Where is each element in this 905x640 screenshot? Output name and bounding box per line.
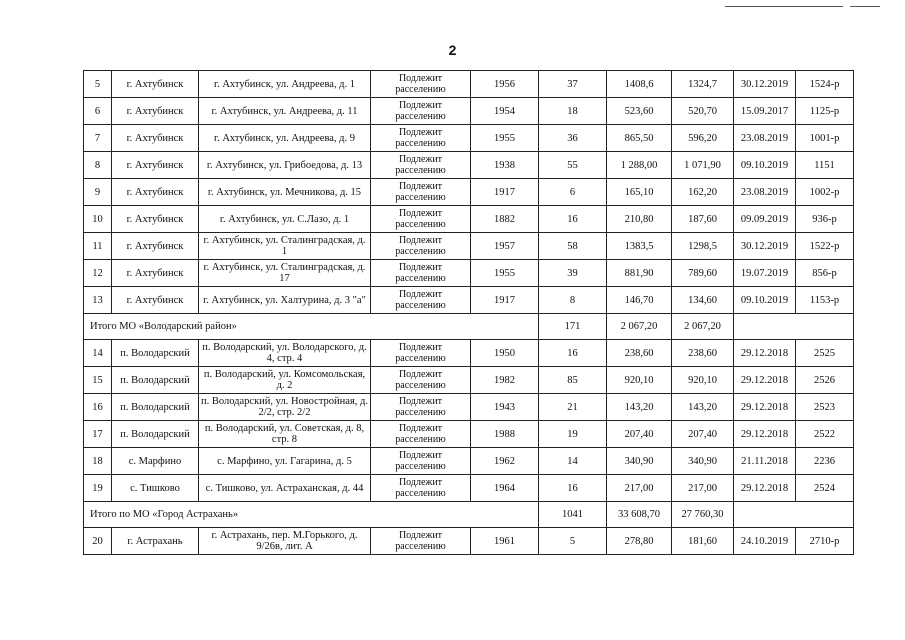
cell-living-area: 187,60 xyxy=(672,206,734,233)
cell-number: 20 xyxy=(84,528,112,555)
cell-year: 1938 xyxy=(471,152,539,179)
cell-residents: 36 xyxy=(539,125,607,152)
cell-status: Подлежит расселению xyxy=(371,206,471,233)
table-row xyxy=(84,152,854,179)
cell-number: 8 xyxy=(84,152,112,179)
cell-number: 19 xyxy=(84,475,112,502)
cell-settlement: г. Ахтубинск xyxy=(112,260,199,287)
cell-status: Подлежит расселению xyxy=(371,152,471,179)
cell-year: 1964 xyxy=(471,475,539,502)
cell-total-area: 920,10 xyxy=(607,367,672,394)
cell-total-area: 238,60 xyxy=(607,340,672,367)
cell-year: 1962 xyxy=(471,448,539,475)
cell-address: г. Астрахань, пер. М.Горького, д. 9/26в, лит. А xyxy=(199,528,371,555)
cell-document-number: 2523 xyxy=(796,394,854,421)
cell-date: 21.11.2018 xyxy=(734,448,796,475)
cell-address: г. Ахтубинск, ул. Андреева, д. 9 xyxy=(199,125,371,152)
table-row xyxy=(84,367,854,394)
cell-year: 1954 xyxy=(471,98,539,125)
cell-date: 09.10.2019 xyxy=(734,152,796,179)
cell-living-area: 520,70 xyxy=(672,98,734,125)
table-row xyxy=(84,448,854,475)
cell-living-area: 207,40 xyxy=(672,421,734,448)
cell-residents: 8 xyxy=(539,287,607,314)
cell-status: Подлежит расселению xyxy=(371,340,471,367)
cell-address: п. Володарский, ул. Комсомольская, д. 2 xyxy=(199,367,371,394)
cell-number: 17 xyxy=(84,421,112,448)
total-empty-cell xyxy=(734,314,854,340)
cell-document-number: 856-р xyxy=(796,260,854,287)
cell-year: 1943 xyxy=(471,394,539,421)
cell-status: Подлежит расселению xyxy=(371,233,471,260)
cell-status: Подлежит расселению xyxy=(371,260,471,287)
cell-living-area: 181,60 xyxy=(672,528,734,555)
cell-date: 29.12.2018 xyxy=(734,421,796,448)
table-row xyxy=(84,421,854,448)
cell-total-area: 523,60 xyxy=(607,98,672,125)
cell-total-area: 143,20 xyxy=(607,394,672,421)
cell-document-number: 2524 xyxy=(796,475,854,502)
cell-number: 10 xyxy=(84,206,112,233)
cell-year: 1882 xyxy=(471,206,539,233)
cell-number: 15 xyxy=(84,367,112,394)
cell-address: с. Тишково, ул. Астраханская, д. 44 xyxy=(199,475,371,502)
cell-document-number: 2710-р xyxy=(796,528,854,555)
cell-total-area: 165,10 xyxy=(607,179,672,206)
cell-status: Подлежит расселению xyxy=(371,475,471,502)
cell-living-area: 596,20 xyxy=(672,125,734,152)
cell-living-area: 217,00 xyxy=(672,475,734,502)
cell-total-area: 1 288,00 xyxy=(607,152,672,179)
cell-date: 23.08.2019 xyxy=(734,125,796,152)
cell-residents: 39 xyxy=(539,260,607,287)
cell-number: 7 xyxy=(84,125,112,152)
table-row xyxy=(84,287,854,314)
header-rule-long xyxy=(725,6,843,7)
cell-living-area: 920,10 xyxy=(672,367,734,394)
cell-residents: 16 xyxy=(539,340,607,367)
cell-status: Подлежит расселению xyxy=(371,287,471,314)
cell-settlement: г. Ахтубинск xyxy=(112,287,199,314)
cell-date: 30.12.2019 xyxy=(734,71,796,98)
table-row xyxy=(84,475,854,502)
cell-settlement: г. Ахтубинск xyxy=(112,152,199,179)
cell-settlement: г. Ахтубинск xyxy=(112,98,199,125)
table-row xyxy=(84,394,854,421)
cell-document-number: 1522-р xyxy=(796,233,854,260)
cell-address: г. Ахтубинск, ул. Сталинградская, д. 1 xyxy=(199,233,371,260)
cell-total-area: 881,90 xyxy=(607,260,672,287)
cell-year: 1957 xyxy=(471,233,539,260)
cell-total-area: 146,70 xyxy=(607,287,672,314)
cell-settlement: г. Астрахань xyxy=(112,528,199,555)
table-row xyxy=(84,340,854,367)
cell-year: 1917 xyxy=(471,287,539,314)
page-number: 2 xyxy=(448,42,457,58)
table-row xyxy=(84,179,854,206)
cell-date: 29.12.2018 xyxy=(734,340,796,367)
total-residents: 1041 xyxy=(539,502,607,528)
cell-year: 1982 xyxy=(471,367,539,394)
cell-residents: 16 xyxy=(539,206,607,233)
cell-total-area: 1408,6 xyxy=(607,71,672,98)
cell-residents: 21 xyxy=(539,394,607,421)
cell-residents: 16 xyxy=(539,475,607,502)
table-row xyxy=(84,71,854,98)
cell-settlement: п. Володарский xyxy=(112,340,199,367)
cell-number: 13 xyxy=(84,287,112,314)
cell-status: Подлежит расселению xyxy=(371,179,471,206)
cell-address: г. Ахтубинск, ул. Сталинградская, д. 17 xyxy=(199,260,371,287)
cell-address: г. Ахтубинск, ул. Андреева, д. 11 xyxy=(199,98,371,125)
cell-status: Подлежит расселению xyxy=(371,448,471,475)
table-row xyxy=(84,260,854,287)
cell-year: 1961 xyxy=(471,528,539,555)
cell-address: г. Ахтубинск, ул. Андреева, д. 1 xyxy=(199,71,371,98)
cell-document-number: 1524-р xyxy=(796,71,854,98)
cell-residents: 85 xyxy=(539,367,607,394)
cell-total-area: 210,80 xyxy=(607,206,672,233)
cell-document-number: 2236 xyxy=(796,448,854,475)
cell-total-area: 865,50 xyxy=(607,125,672,152)
cell-residents: 6 xyxy=(539,179,607,206)
cell-address: п. Володарский, ул. Володарского, д. 4, стр. 4 xyxy=(199,340,371,367)
cell-document-number: 2522 xyxy=(796,421,854,448)
cell-year: 1955 xyxy=(471,260,539,287)
cell-status: Подлежит расселению xyxy=(371,71,471,98)
cell-total-area: 1383,5 xyxy=(607,233,672,260)
cell-address: п. Володарский, ул. Советская, д. 8, стр. 8 xyxy=(199,421,371,448)
total-area: 33 608,70 xyxy=(607,502,672,528)
table-row xyxy=(84,528,854,555)
cell-number: 6 xyxy=(84,98,112,125)
cell-document-number: 936-р xyxy=(796,206,854,233)
cell-number: 12 xyxy=(84,260,112,287)
cell-living-area: 1324,7 xyxy=(672,71,734,98)
cell-number: 11 xyxy=(84,233,112,260)
cell-settlement: г. Ахтубинск xyxy=(112,206,199,233)
cell-living-area: 1298,5 xyxy=(672,233,734,260)
cell-date: 09.10.2019 xyxy=(734,287,796,314)
cell-living-area: 789,60 xyxy=(672,260,734,287)
cell-living-area: 238,60 xyxy=(672,340,734,367)
cell-year: 1917 xyxy=(471,179,539,206)
total-label: Итого МО «Володарский район» xyxy=(84,314,539,340)
cell-settlement: п. Володарский xyxy=(112,394,199,421)
cell-number: 5 xyxy=(84,71,112,98)
cell-number: 9 xyxy=(84,179,112,206)
cell-date: 29.12.2018 xyxy=(734,394,796,421)
cell-living-area: 340,90 xyxy=(672,448,734,475)
total-living-area: 2 067,20 xyxy=(672,314,734,340)
table-row xyxy=(84,206,854,233)
cell-total-area: 278,80 xyxy=(607,528,672,555)
total-living-area: 27 760,30 xyxy=(672,502,734,528)
cell-total-area: 217,00 xyxy=(607,475,672,502)
cell-date: 19.07.2019 xyxy=(734,260,796,287)
cell-total-area: 340,90 xyxy=(607,448,672,475)
cell-document-number: 2525 xyxy=(796,340,854,367)
cell-address: г. Ахтубинск, ул. Грибоедова, д. 13 xyxy=(199,152,371,179)
cell-year: 1988 xyxy=(471,421,539,448)
cell-settlement: г. Ахтубинск xyxy=(112,125,199,152)
cell-settlement: г. Ахтубинск xyxy=(112,233,199,260)
cell-year: 1956 xyxy=(471,71,539,98)
cell-status: Подлежит расселению xyxy=(371,528,471,555)
cell-settlement: п. Володарский xyxy=(112,421,199,448)
cell-address: г. Ахтубинск, ул. С.Лазо, д. 1 xyxy=(199,206,371,233)
cell-document-number: 1125-р xyxy=(796,98,854,125)
cell-year: 1950 xyxy=(471,340,539,367)
cell-date: 23.08.2019 xyxy=(734,179,796,206)
cell-residents: 55 xyxy=(539,152,607,179)
total-residents: 171 xyxy=(539,314,607,340)
cell-living-area: 1 071,90 xyxy=(672,152,734,179)
cell-date: 09.09.2019 xyxy=(734,206,796,233)
total-area: 2 067,20 xyxy=(607,314,672,340)
total-empty-cell xyxy=(734,502,854,528)
cell-document-number: 2526 xyxy=(796,367,854,394)
total-row xyxy=(84,314,854,340)
cell-residents: 14 xyxy=(539,448,607,475)
cell-total-area: 207,40 xyxy=(607,421,672,448)
cell-date: 15.09.2017 xyxy=(734,98,796,125)
cell-residents: 58 xyxy=(539,233,607,260)
cell-status: Подлежит расселению xyxy=(371,367,471,394)
cell-settlement: г. Ахтубинск xyxy=(112,179,199,206)
table-row xyxy=(84,233,854,260)
cell-residents: 19 xyxy=(539,421,607,448)
cell-settlement: с. Тишково xyxy=(112,475,199,502)
cell-date: 30.12.2019 xyxy=(734,233,796,260)
cell-year: 1955 xyxy=(471,125,539,152)
cell-living-area: 162,20 xyxy=(672,179,734,206)
cell-settlement: с. Марфино xyxy=(112,448,199,475)
cell-settlement: п. Володарский xyxy=(112,367,199,394)
cell-status: Подлежит расселению xyxy=(371,98,471,125)
cell-address: п. Володарский, ул. Новостройная, д. 2/2, стр. 2/2 xyxy=(199,394,371,421)
cell-residents: 37 xyxy=(539,71,607,98)
table-row xyxy=(84,98,854,125)
cell-address: г. Ахтубинск, ул. Халтурина, д. 3 "а" xyxy=(199,287,371,314)
header-rule-short xyxy=(850,6,880,7)
cell-number: 14 xyxy=(84,340,112,367)
housing-register-table xyxy=(83,70,854,555)
cell-date: 29.12.2018 xyxy=(734,475,796,502)
cell-residents: 18 xyxy=(539,98,607,125)
cell-living-area: 134,60 xyxy=(672,287,734,314)
cell-number: 18 xyxy=(84,448,112,475)
cell-document-number: 1151 xyxy=(796,152,854,179)
cell-status: Подлежит расселению xyxy=(371,125,471,152)
cell-residents: 5 xyxy=(539,528,607,555)
cell-document-number: 1153-р xyxy=(796,287,854,314)
cell-number: 16 xyxy=(84,394,112,421)
cell-document-number: 1002-р xyxy=(796,179,854,206)
total-row xyxy=(84,502,854,528)
cell-date: 29.12.2018 xyxy=(734,367,796,394)
cell-document-number: 1001-р xyxy=(796,125,854,152)
cell-status: Подлежит расселению xyxy=(371,421,471,448)
cell-address: г. Ахтубинск, ул. Мечникова, д. 15 xyxy=(199,179,371,206)
cell-address: с. Марфино, ул. Гагарина, д. 5 xyxy=(199,448,371,475)
cell-living-area: 143,20 xyxy=(672,394,734,421)
cell-date: 24.10.2019 xyxy=(734,528,796,555)
total-label: Итого по МО «Город Астрахань» xyxy=(84,502,539,528)
cell-status: Подлежит расселению xyxy=(371,394,471,421)
cell-settlement: г. Ахтубинск xyxy=(112,71,199,98)
table-row xyxy=(84,125,854,152)
